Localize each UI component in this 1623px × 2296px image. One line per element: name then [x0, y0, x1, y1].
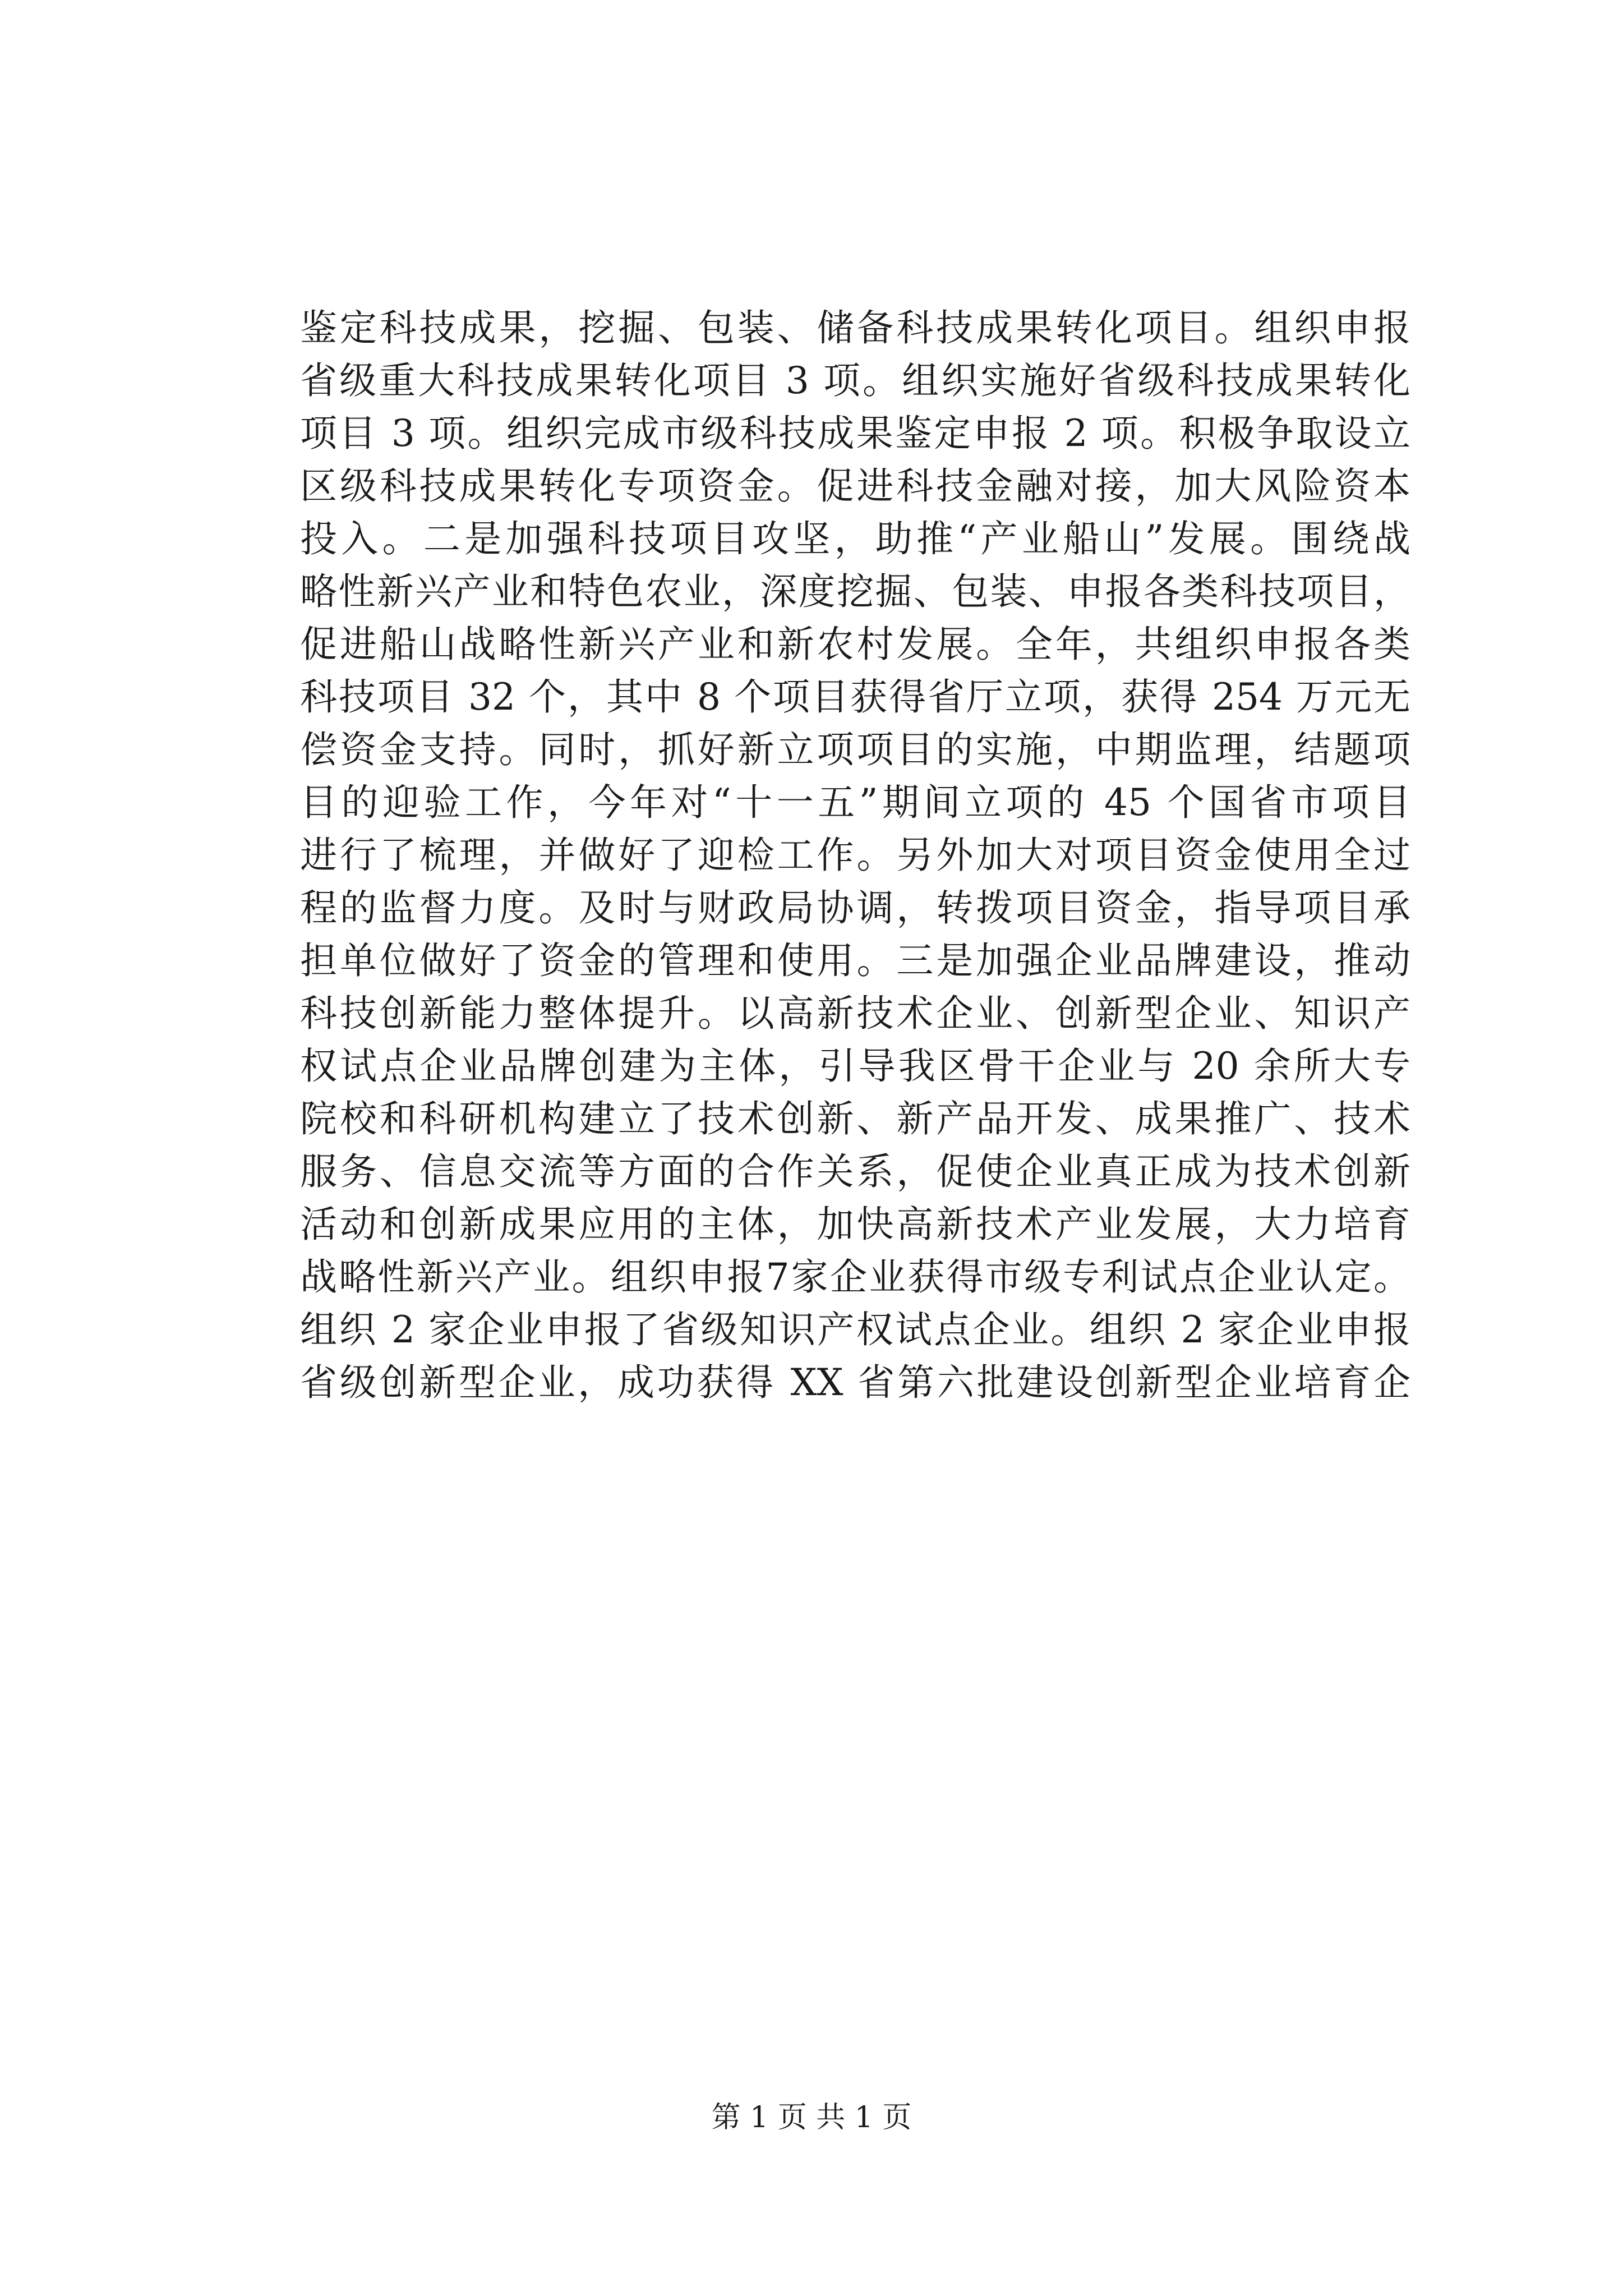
text-line: 项目 3 项。组织完成市级科技成果鉴定申报 2 项。积极争取设立 — [300, 412, 1410, 455]
text-line: 进行了梳理，并做好了迎检工作。另外加大对项目资金使用全过 — [300, 834, 1410, 877]
text-line: 鉴定科技成果，挖掘、包装、储备科技成果转化项目。组织申报 — [300, 306, 1410, 349]
text-line: 战略性新兴产业。组织申报7家企业获得市级专利试点企业认定。 — [300, 1255, 1410, 1299]
text-line: 投入。二是加强科技项目攻坚，助推“产业船山”发展。围绕战 — [300, 517, 1410, 560]
text-line: 组织 2 家企业申报了省级知识产权试点企业。组织 2 家企业申报 — [300, 1308, 1410, 1351]
text-line: 目的迎验工作，今年对“十一五”期间立项的 45 个国省市项目 — [300, 781, 1410, 824]
text-line: 偿资金支持。同时，抓好新立项项目的实施，中期监理，结题项 — [300, 728, 1410, 771]
text-line: 省级重大科技成果转化项目 3 项。组织实施好省级科技成果转化 — [300, 359, 1410, 402]
text-line: 服务、信息交流等方面的合作关系，促使企业真正成为技术创新 — [300, 1150, 1410, 1193]
text-line: 略性新兴产业和特色农业，深度挖掘、包装、申报各类科技项目， — [300, 570, 1410, 613]
text-line: 院校和科研机构建立了技术创新、新产品开发、成果推广、技术 — [300, 1097, 1410, 1140]
body-paragraph — [300, 302, 1410, 1409]
text-line: 担单位做好了资金的管理和使用。三是加强企业品牌建设，推动 — [300, 939, 1410, 982]
page-number-footer: 第 1 页 共 1 页 — [711, 2101, 912, 2134]
text-line: 科技项目 32 个，其中 8 个项目获得省厅立项，获得 254 万元无 — [300, 675, 1410, 719]
text-line: 权试点企业品牌创建为主体，引导我区骨干企业与 20 余所大专 — [300, 1045, 1410, 1088]
text-line: 区级科技成果转化专项资金。促进科技金融对接，加大风险资本 — [300, 464, 1410, 508]
text-line: 促进船山战略性新兴产业和新农村发展。全年，共组织申报各类 — [300, 623, 1410, 666]
text-line: 科技创新能力整体提升。以高新技术企业、创新型企业、知识产 — [300, 992, 1410, 1035]
text-line: 省级创新型企业，成功获得 XX 省第六批建设创新型企业培育企 — [300, 1361, 1410, 1404]
text-line: 程的监督力度。及时与财政局协调，转拨项目资金，指导项目承 — [300, 886, 1410, 930]
text-line: 活动和创新成果应用的主体，加快高新技术产业发展，大力培育 — [300, 1203, 1410, 1246]
